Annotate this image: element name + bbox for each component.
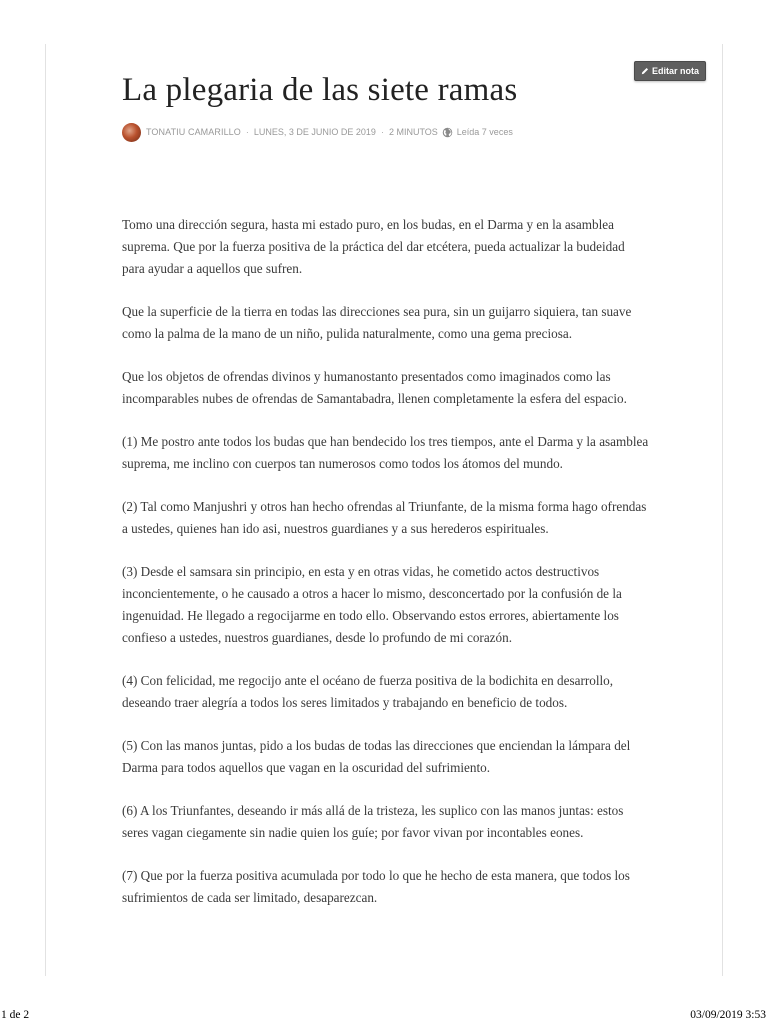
paragraph: (5) Con las manos juntas, pido a los budas de todas las direcciones que enciendan la lámpara del Darma para todos aquellos que vagan en la oscuridad del sufrimiento. — [122, 738, 631, 775]
edit-note-button[interactable] — [634, 61, 706, 81]
paragraph: Tomo una dirección segura, hasta mi estado puro, en los budas, en el Darma y en la asamblea suprema. Que por la fuerza positiva de la práctica del dar etcétera, pueda actualizar la budeidad para ayudar a aquellos que sufren. — [122, 217, 625, 276]
read-time: 2 MINUTOS — [388, 127, 438, 137]
meta-separator: · — [245, 127, 249, 137]
article-title: La plegaria de las siete ramas — [122, 72, 518, 108]
paragraph: (3) Desde el samsara sin principio, en esta y en otras vidas, he cometido actos destructivos inconcientemente, o he causado a otros a hacer lo mismo, desconcertado por la confusión de la ingenuidad. He llegado a regocijarme en todo ello. Observando estos errores, abiertamente los confieso a ustedes, nuestros guardianes, desde lo profundo de mi corazón. — [122, 564, 622, 645]
view-count: Leída 7 veces — [456, 127, 513, 137]
meta-separator: · — [380, 127, 384, 137]
pencil-icon — [641, 67, 649, 75]
article-meta — [122, 122, 513, 142]
paragraph: (2) Tal como Manjushri y otros han hecho ofrendas al Triunfante, de la misma forma hago ofrendas a ustedes, quienes han ido asi, nuestros guardianes y a sus herederos espirituales. — [122, 499, 647, 536]
paragraph: Que los objetos de ofrendas divinos y humanostanto presentados como imaginados como las incomparables nubes de ofrendas de Samantabadra, llenen completamente la esfera del espacio. — [122, 368, 627, 406]
right-border-line — [722, 44, 723, 976]
author-avatar[interactable] — [122, 123, 141, 142]
globe-icon — [442, 127, 453, 138]
article-body — [122, 214, 650, 930]
paragraph: (6) A los Triunfantes, deseando ir más allá de la tristeza, les suplico con las manos juntas: estos seres vagan ciegamente sin nadie quien los guíe; por favor vivan por incontables eones. — [122, 803, 624, 840]
publish-date: LUNES, 3 DE JUNIO DE 2019 — [253, 127, 376, 137]
paragraph: (4) Con felicidad, me regocijo ante el océano de fuerza positiva de la bodichita en desarrollo, deseando traer alegría a todos los seres limitados y trabajando en beneficio de todos. — [122, 672, 614, 710]
print-datetime: 03/09/2019 3:53 — [690, 1009, 766, 1021]
paragraph: Que la superficie de la tierra en todas las direcciones sea pura, sin un guijarro siquiera, tan suave como la palma de la mano de un niño, pulida naturalmente, como una gema preciosa. — [122, 303, 632, 341]
edit-note-label: Editar nota — [651, 66, 699, 76]
paragraph: (7) Que por la fuerza positiva acumulada por todo lo que he hecho de esta manera, que todos los sufrimientos de cada ser limitado, desaparezcan. — [122, 868, 630, 906]
print-page-number: 1 de 2 — [1, 1009, 30, 1021]
left-border-line — [45, 44, 46, 976]
paragraph: (1) Me postro ante todos los budas que han bendecido los tres tiempos, ante el Darma y la asamblea suprema, me inclino con cuerpos tan numerosos como todos los átomos del mundo. — [122, 434, 649, 471]
author-name[interactable]: TONATIU CAMARILLO — [146, 127, 241, 137]
